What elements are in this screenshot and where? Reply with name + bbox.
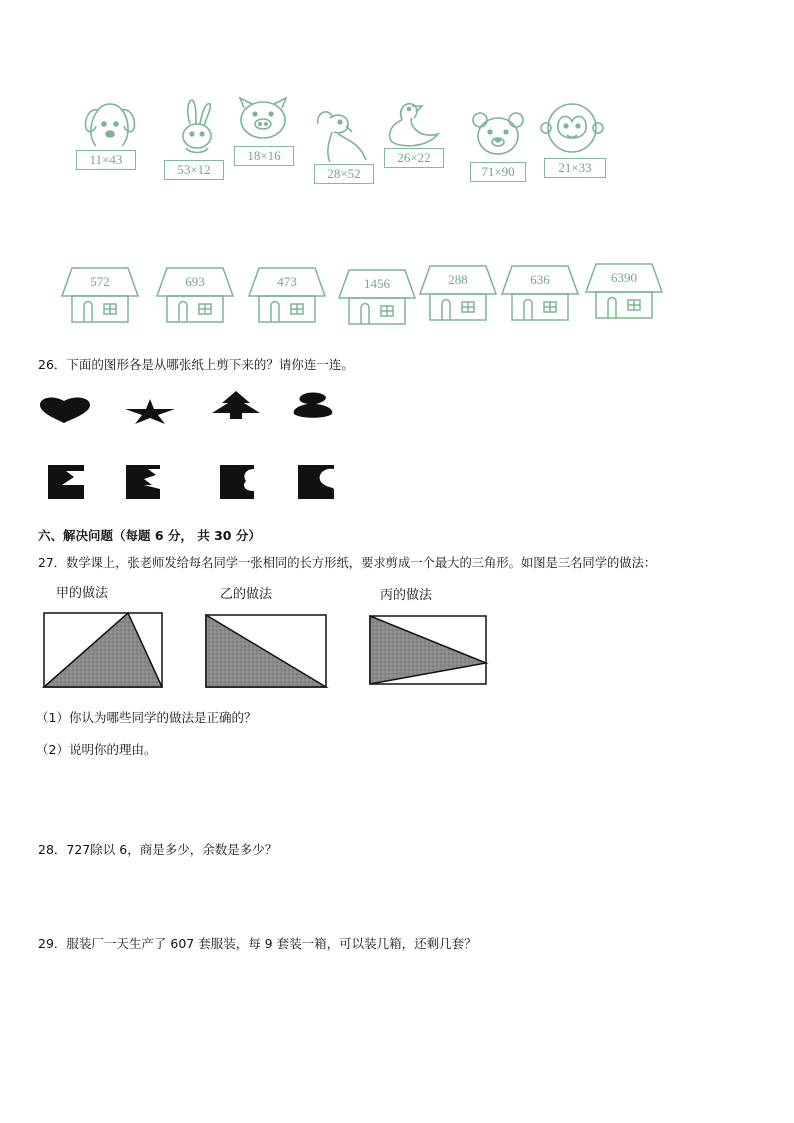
dog-icon	[78, 98, 140, 156]
expr-label: 18×16	[234, 146, 294, 166]
goat-card[interactable]	[308, 104, 370, 181]
house-card[interactable]	[60, 266, 140, 324]
question-26: 26．下面的图形各是从哪张纸上剪下来的？请你连一连。	[38, 357, 354, 372]
house-card[interactable]	[418, 264, 498, 322]
star-shape-icon[interactable]	[125, 399, 175, 424]
monkey-card[interactable]	[540, 102, 604, 175]
bear-icon	[470, 110, 526, 160]
paper-c-icon[interactable]	[220, 465, 254, 499]
house-card[interactable]	[584, 262, 664, 320]
dog-card[interactable]	[78, 98, 140, 167]
question-27-sub1: （1）你认为哪些同学的做法是正确的？	[36, 710, 257, 725]
question-27: 27．数学课上，张老师发给每名同学一张相同的长方形纸，要求剪成一个最大的三角形。如图是三名同学的做法：	[38, 556, 657, 570]
pig-card[interactable]	[234, 96, 292, 163]
expr-label: 71×90	[470, 162, 526, 182]
bear-card[interactable]	[470, 110, 526, 179]
caption-yi: 乙的做法	[220, 587, 273, 602]
figure-bing	[370, 616, 486, 684]
question-29: 29．服装厂一天生产了 607 套服装，每 9 套装一箱，可以装几箱，还剩几套？	[38, 936, 477, 951]
caption-jia: 甲的做法	[56, 586, 109, 601]
question-27-sub2: （2）说明你的理由。	[36, 742, 157, 757]
house-number: 572	[90, 274, 110, 289]
expr-label: 28×52	[314, 164, 374, 184]
house-number: 693	[185, 274, 205, 289]
rabbit-icon	[166, 98, 228, 160]
house-card[interactable]	[155, 266, 235, 324]
expr-label: 53×12	[164, 160, 224, 180]
paper-a-icon[interactable]	[48, 465, 84, 499]
caption-bing: 丙的做法	[380, 588, 433, 603]
section-title: 六、解决问题（每题 6 分， 共 30 分）	[38, 528, 261, 543]
duck-icon	[382, 100, 444, 150]
hat-shape-icon[interactable]	[294, 393, 333, 418]
tree-shape-icon[interactable]	[212, 391, 260, 419]
pig-icon	[234, 96, 292, 146]
paper-d-icon[interactable]	[298, 465, 334, 499]
goat-icon	[308, 104, 370, 164]
expr-label: 11×43	[76, 150, 136, 170]
figure-jia	[44, 613, 162, 687]
expr-label: 26×22	[384, 148, 444, 168]
question-28: 28．727除以 6，商是多少，余数是多少？	[38, 842, 278, 857]
house-card[interactable]	[500, 264, 580, 322]
house-number: 473	[277, 274, 297, 289]
house-number: 636	[530, 272, 550, 287]
paper-b-icon[interactable]	[126, 465, 160, 499]
house-number: 288	[448, 272, 468, 287]
house-card[interactable]	[247, 266, 327, 324]
duck-card[interactable]	[382, 100, 444, 165]
heart-shape-icon[interactable]	[40, 398, 90, 423]
monkey-icon	[540, 102, 604, 156]
cut-shapes-row	[0, 385, 794, 505]
triangle-figures	[0, 605, 794, 695]
house-number: 1456	[364, 276, 390, 291]
expr-label: 21×33	[544, 158, 606, 178]
figure-yi	[206, 615, 326, 687]
rabbit-card[interactable]	[166, 98, 228, 177]
house-number: 6390	[611, 270, 637, 285]
house-card[interactable]	[337, 268, 417, 326]
